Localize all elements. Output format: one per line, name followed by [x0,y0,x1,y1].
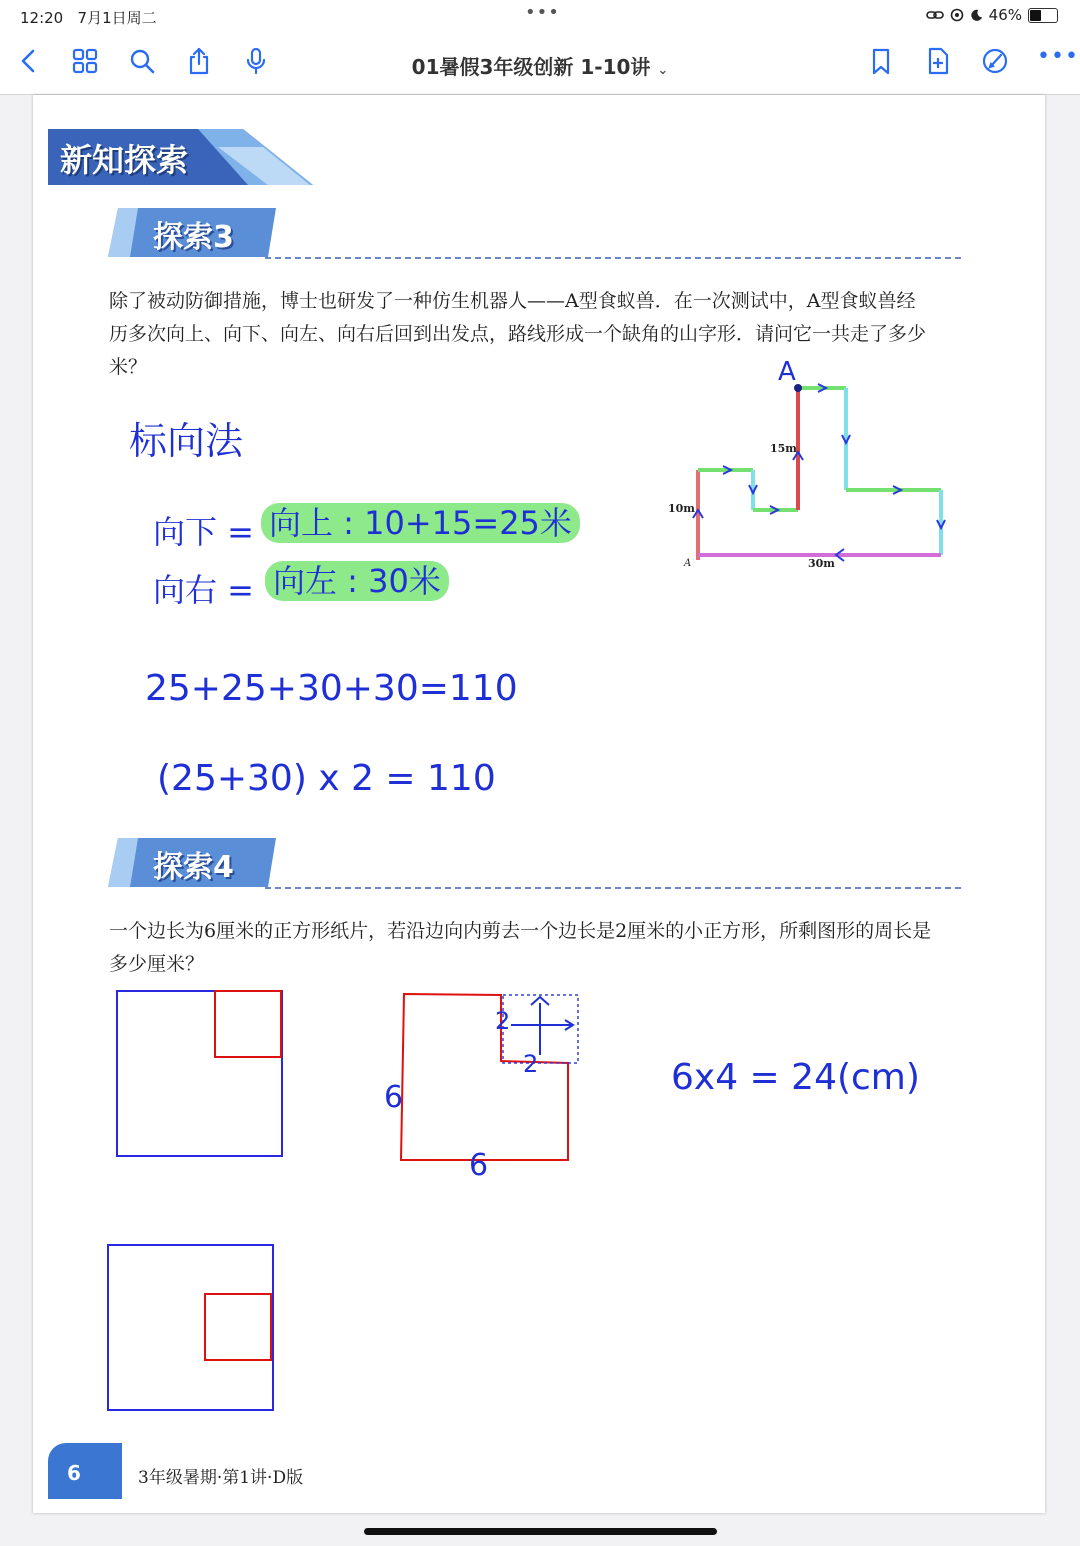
microphone-icon[interactable] [241,46,271,76]
more-icon[interactable]: ••• [1037,44,1079,69]
status-time: 12:20 7月1日周二 [20,9,157,27]
home-indicator[interactable] [364,1528,717,1535]
handwriting-answer: 6x4 = 24(cm) [671,1057,920,1098]
footer-text: 3年级暑期·第1讲·D版 [138,1468,304,1488]
explore3-label: 探索3 [153,220,234,255]
chevron-down-icon[interactable]: ⌄ [657,63,669,78]
explore3-divider [265,257,961,259]
share-icon[interactable] [184,46,214,76]
figure-label-30m: 30m [808,557,835,570]
multitask-dots-icon[interactable]: ••• [525,2,560,23]
handwriting-calc1: 25+25+30+30=110 [145,668,518,709]
page-number: 6 [67,1461,81,1485]
status-date: 7月1日周二 [77,9,157,27]
status-bar [0,0,1080,32]
moon-icon [970,9,983,22]
toolbar [0,32,1080,95]
explore4-label: 探索4 [153,850,234,885]
document-page[interactable] [33,95,1045,1513]
search-icon[interactable] [127,46,157,76]
path-figure [658,360,958,570]
handwriting-method: 标向法 [129,419,244,463]
bookmark-icon[interactable] [866,46,896,76]
add-page-icon[interactable] [923,46,953,76]
handwriting-line2-right: 向左 : 30米 [265,561,449,601]
battery-fill [1030,10,1041,21]
handwriting-side-bottom: 6 [469,1148,489,1183]
handwriting-line2-left: 向右 = [153,571,254,609]
explore4-drawings [33,975,1045,1435]
handwriting-side-left: 6 [384,1080,404,1115]
handwriting-small-bottom: 2 [523,1050,539,1078]
link-icon [926,9,944,21]
handwriting-small-top: 2 [495,1007,511,1035]
explore3-problem-line: 米？ [109,356,148,378]
figure-point-a-bottom: A [684,558,692,569]
section-banner-title: 新知探索 [60,141,189,179]
page-number-badge [48,1443,122,1499]
handwriting-calc2: (25+30) x 2 = 110 [157,758,496,799]
explore4-problem [109,915,1009,981]
explore4-problem-line: 多少厘米？ [109,953,205,975]
battery-icon [1028,8,1058,23]
markup-pen-icon[interactable] [980,46,1010,76]
figure-label-15m: 15m [770,442,797,455]
back-chevron-icon[interactable] [14,46,44,76]
grid-icon[interactable] [70,46,100,76]
document-title[interactable]: 01暑假3年级创新 1-10讲 ⌄ [411,55,669,79]
status-right [926,6,1058,24]
explore3-problem-line: 除了被动防御措施，博士也研发了一种仿生机器人——A型食蚁兽．在一次测试中，A型食蚁兽经 [109,290,916,312]
explore4-divider [265,887,961,889]
figure-point-a-top: A [778,360,796,387]
battery-percent: 46% [988,6,1022,24]
explore3-problem-line: 历多次向上、向下、向左、向右后回到出发点，路线形成一个缺角的山字形．请问它一共走了多少 [109,323,927,345]
location-icon [950,8,964,22]
explore4-problem-line: 一个边长为6厘米的正方形纸片，若沿边向内剪去一个边长是2厘米的小正方形，所剩图形的周长是 [109,920,932,942]
figure-label-10m: 10m [668,502,695,515]
handwriting-line1-right: 向上 : 10+15=25米 [261,503,580,543]
handwriting-line1-left: 向下 = [153,513,254,551]
